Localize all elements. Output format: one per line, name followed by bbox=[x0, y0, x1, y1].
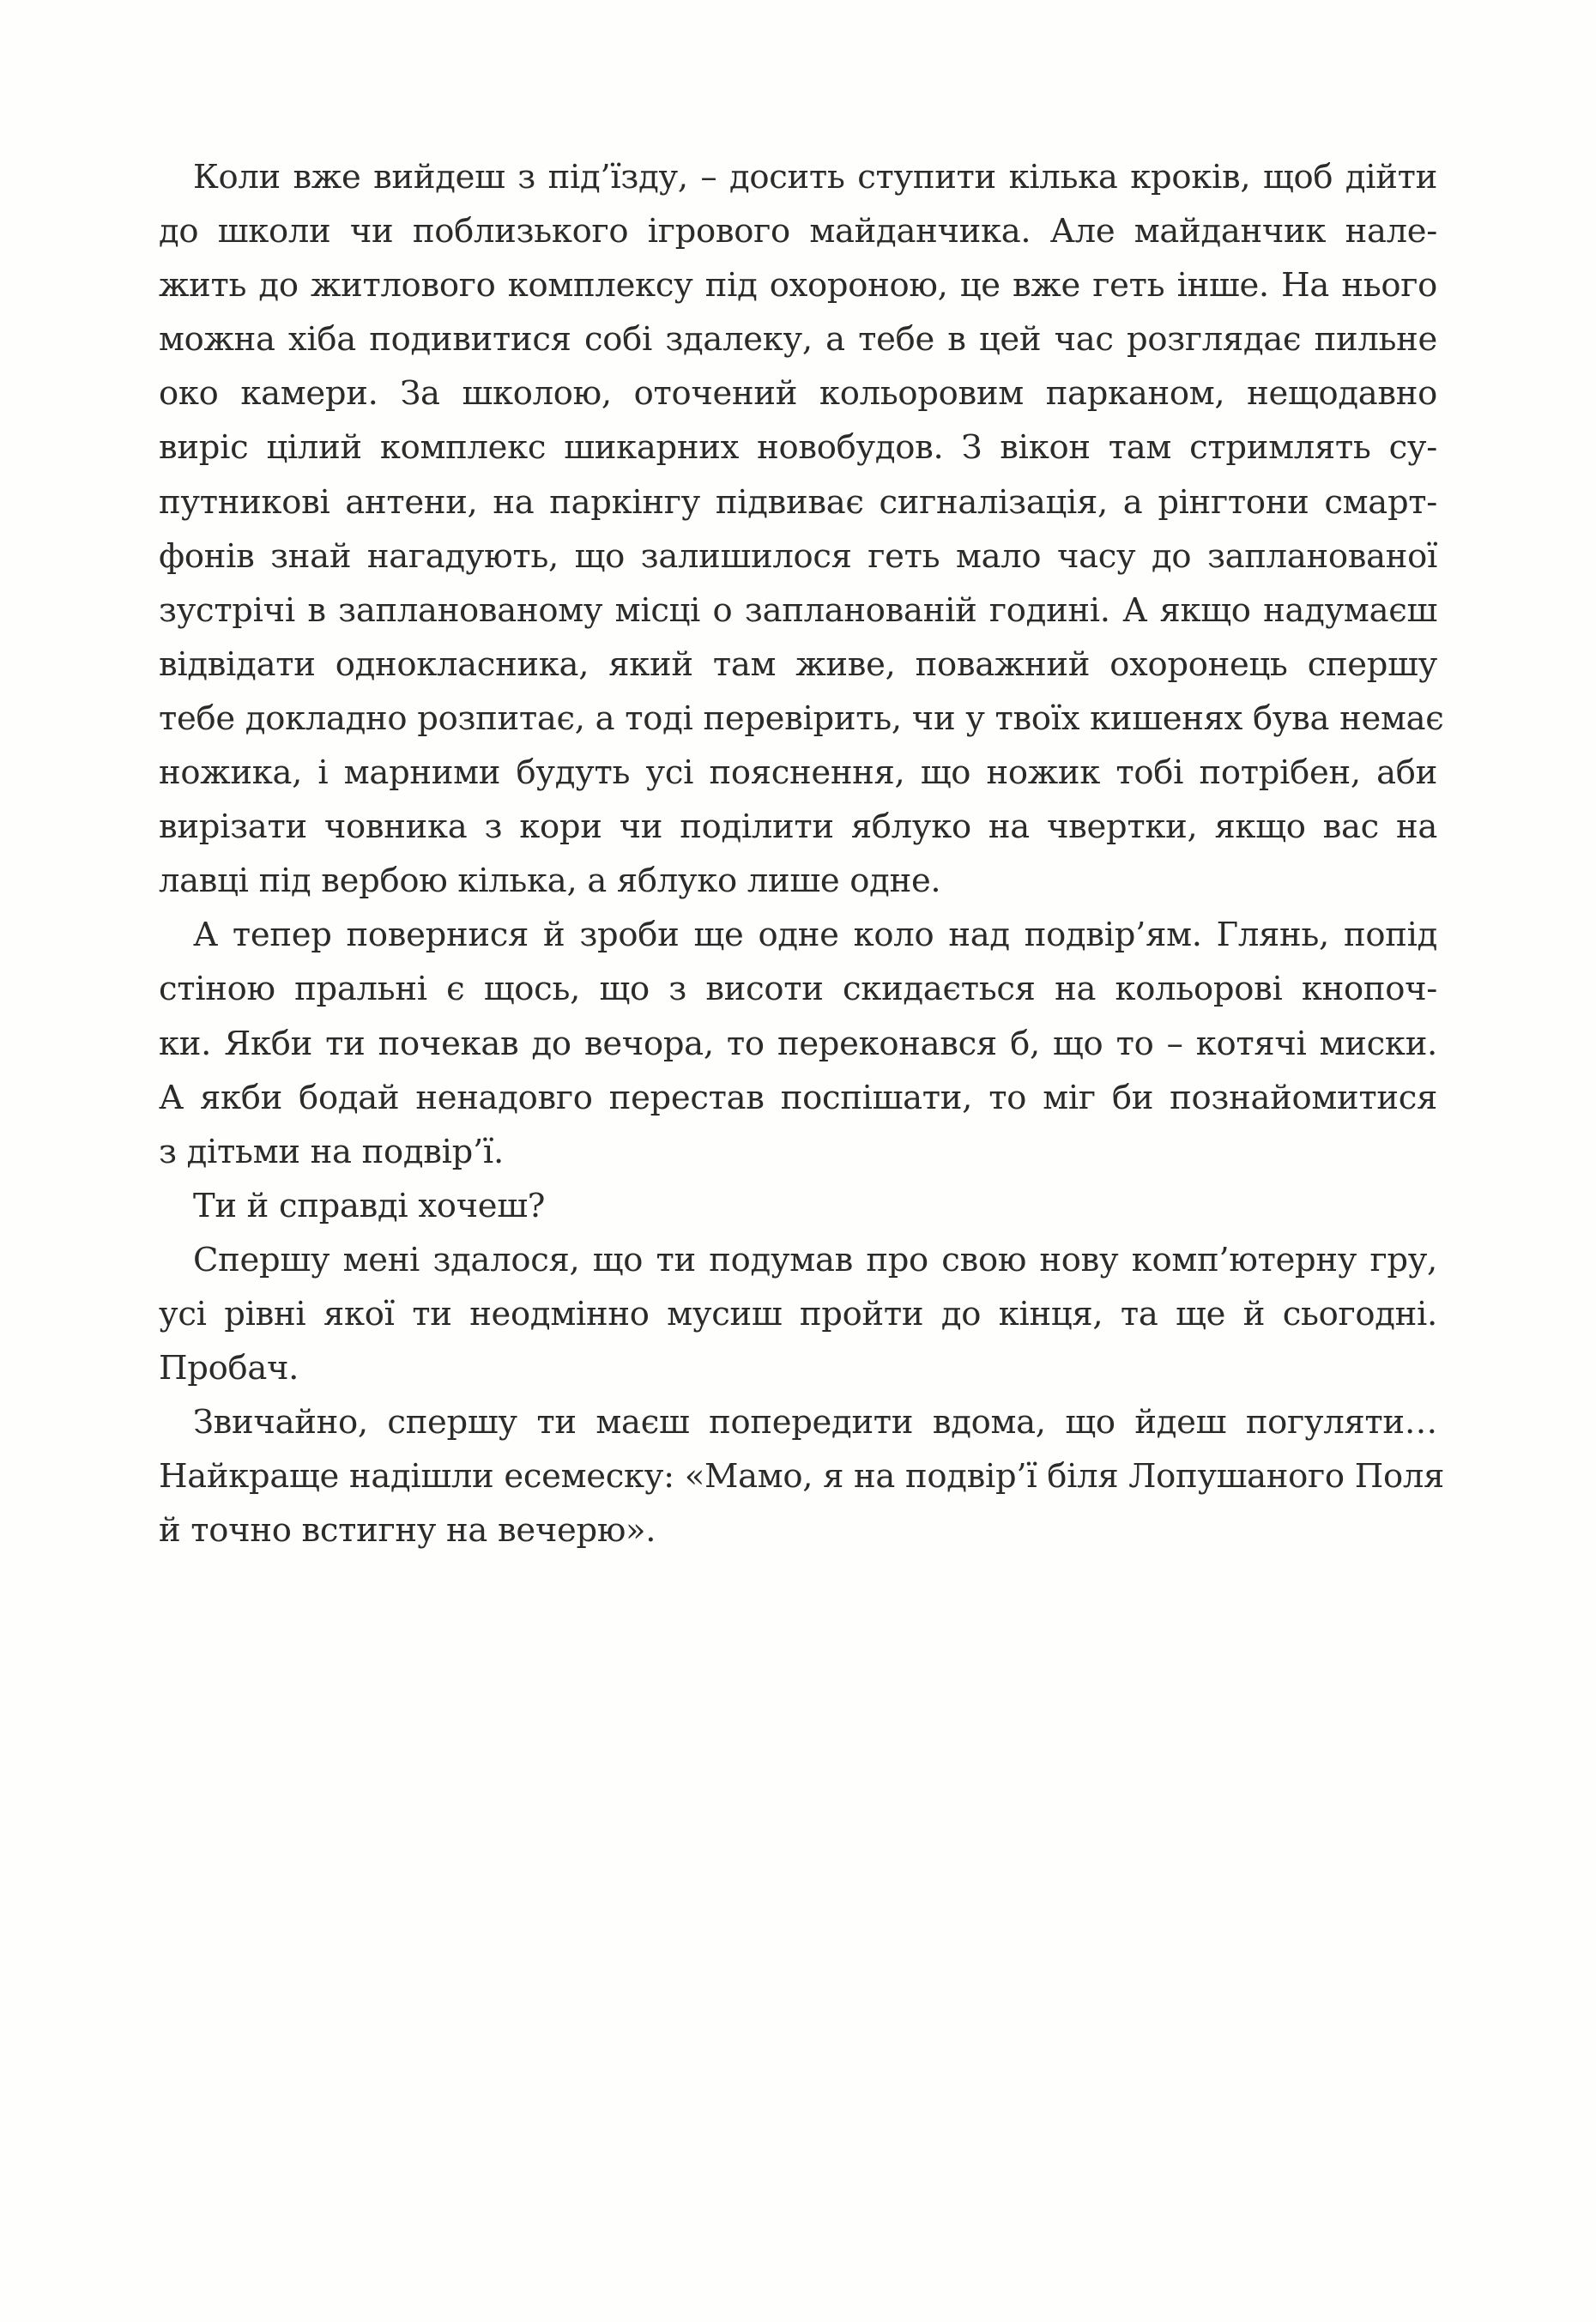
text-line: Звичайно, спершу ти маєш попередити вдома, що йдеш погуляти… bbox=[193, 1403, 1437, 1442]
text-line: вирізати човника з кори чи поділити яблуко на чвертки, якщо вас на bbox=[159, 807, 1437, 847]
text-line: Ти й справді хочеш? bbox=[193, 1186, 546, 1225]
text-line: око камери. За школою, оточений кольоровим парканом, нещодавно bbox=[159, 374, 1437, 414]
text-line: жить до житлового комплексу під охороною, це вже геть інше. На нього bbox=[159, 266, 1437, 305]
paragraph bbox=[159, 908, 1437, 1178]
text-line: ки. Якби ти почекав до вечора, то переконався б, що то – котячі миски. bbox=[159, 1024, 1437, 1063]
paragraph bbox=[159, 1233, 1437, 1395]
text-line: відвідати однокласника, який там живе, поважний охоронець спершу bbox=[159, 644, 1437, 684]
paragraph bbox=[159, 150, 1444, 908]
body-text bbox=[159, 150, 1445, 1557]
text-line: ножика, і марними будуть усі пояснення, що ножик тобі потрібен, аби bbox=[159, 753, 1437, 793]
paragraph bbox=[159, 1179, 1437, 1233]
text-line: виріс цілий комплекс шикарних новобудов. З вікон там стримлять су- bbox=[159, 428, 1437, 468]
text-line: й точно встигну на вечерю». bbox=[159, 1511, 656, 1551]
text-line: можна хіба подивитися собі здалеку, а тебе в цей час розглядає пильне bbox=[159, 320, 1437, 360]
text-line: Пробач. bbox=[159, 1349, 299, 1388]
text-line: А якби бодай ненадовго перестав поспішати, то міг би познайомитися bbox=[159, 1078, 1437, 1117]
text-line: путникові антени, на паркінгу підвиває сигналізація, а рінгтони смарт- bbox=[159, 482, 1437, 522]
text-line: лавці під вербою кілька, а яблуко лише одне. bbox=[159, 862, 941, 901]
text-line: фонів знай нагадують, що залишилося геть мало часу до запланованої bbox=[159, 536, 1437, 576]
text-line: до школи чи поблизького ігрового майданчика. Але майданчик нале- bbox=[159, 212, 1437, 251]
text-line: тебе докладно розпитає, а тоді перевірить, чи у твоїх кишенях бува немає bbox=[159, 698, 1444, 738]
text-line: Найкраще надішли есемеску: «Мамо, я на подвір’ї біля Лопушаного Поля bbox=[159, 1457, 1445, 1497]
text-line: А тепер повернися й зроби ще одне коло над подвір’ям. Глянь, попід bbox=[193, 916, 1437, 955]
text-line: стіною пральні є щось, що з висоти скидається на кольорові кнопоч- bbox=[159, 970, 1437, 1009]
text-line: зустрічі в запланованому місці о запланованій годині. А якщо надумаєш bbox=[159, 590, 1437, 630]
text-line: Коли вже вийдеш з під’їзду, – досить ступити кілька кроків, щоб дійти bbox=[193, 158, 1437, 197]
text-line: усі рівні якої ти неодмінно мусиш пройти до кінця, та ще й сьогодні. bbox=[159, 1294, 1437, 1333]
text-line: з дітьми на подвір’ї. bbox=[159, 1132, 504, 1171]
text-line: Спершу мені здалося, що ти подумав про свою нову комп’ютерну гру, bbox=[193, 1240, 1437, 1279]
paragraph bbox=[159, 1395, 1445, 1557]
